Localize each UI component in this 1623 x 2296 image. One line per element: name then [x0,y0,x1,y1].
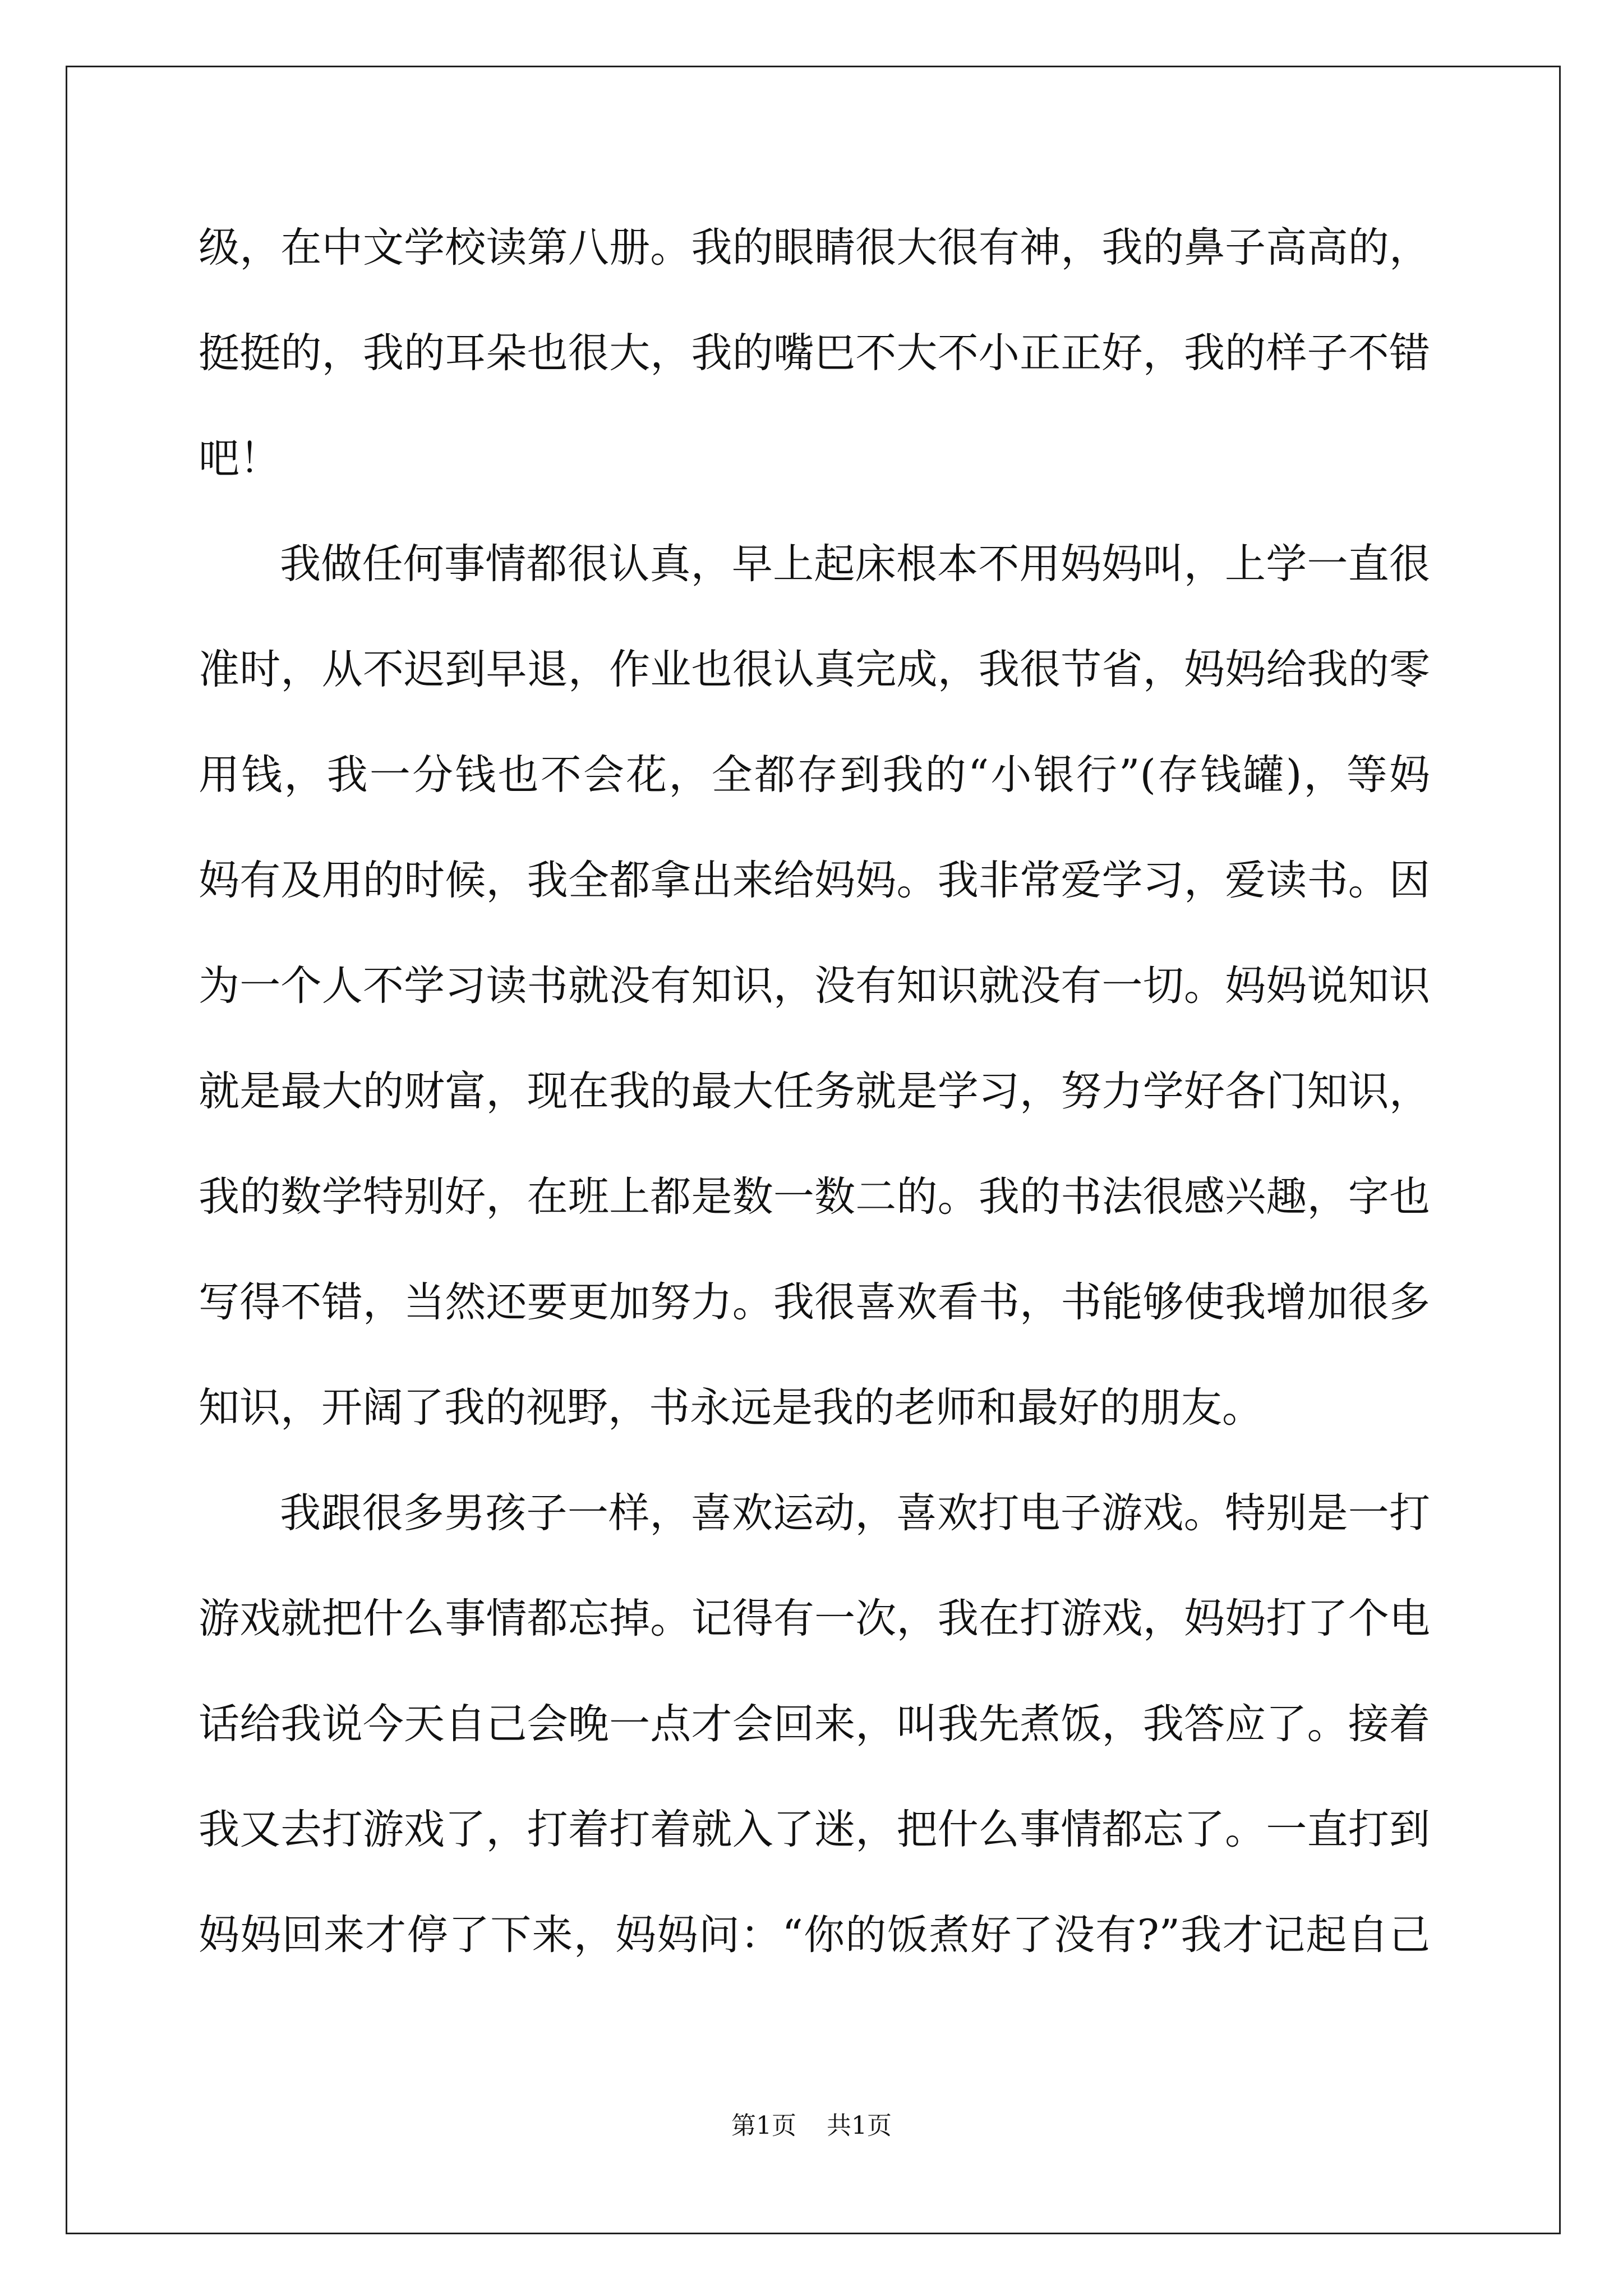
text-line: 我又去打游戏了，打着打着就入了迷，把什么事情都忘了。一直打到 [199,1806,1430,1853]
text-line: 挺挺的，我的耳朵也很大，我的嘴巴不大不小正正好，我的样子不错 [199,329,1430,377]
page-total: 共1页 [827,2111,892,2140]
paragraph-first-line: 我做任何事情都很认真，早上起床根本不用妈妈叫，上学一直很 [280,540,1430,588]
text-line: 游戏就把什么事情都忘掉。记得有一次，我在打游戏，妈妈打了个电 [199,1595,1430,1642]
text-line: 就是最大的财富，现在我的最大任务就是学习，努力学好各门知识， [199,1068,1430,1115]
text-line: 吧！ [199,435,280,482]
text-line: 话给我说今天自己会晚一点才会回来，叫我先煮饭，我答应了。接着 [199,1700,1430,1748]
text-line: 妈有及用的时候，我全都拿出来给妈妈。我非常爱学习，爱读书。因 [199,857,1430,904]
page-footer [0,2109,1623,2143]
text-line: 妈妈回来才停了下来，妈妈问：“你的饭煮好了没有?”我才记起自己 [199,1911,1430,1959]
text-line: 知识，开阔了我的视野，书永远是我的老师和最好的朋友。 [199,1384,1263,1432]
text-line: 用钱，我一分钱也不会花，全都存到我的“小银行”(存钱罐)，等妈 [199,751,1430,799]
text-line: 我的数学特别好，在班上都是数一数二的。我的书法很感兴趣，字也 [199,1173,1430,1221]
text-line: 写得不错，当然还要更加努力。我很喜欢看书，书能够使我增加很多 [199,1278,1430,1326]
text-line: 为一个人不学习读书就没有知识，没有知识就没有一切。妈妈说知识 [199,962,1430,1010]
paragraph-first-line: 我跟很多男孩子一样，喜欢运动，喜欢打电子游戏。特别是一打 [280,1489,1430,1537]
page-number: 第1页 [731,2111,796,2140]
text-line: 准时，从不迟到早退，作业也很认真完成，我很节省，妈妈给我的零 [199,646,1430,693]
text-line: 级，在中文学校读第八册。我的眼睛很大很有神，我的鼻子高高的， [199,224,1430,272]
